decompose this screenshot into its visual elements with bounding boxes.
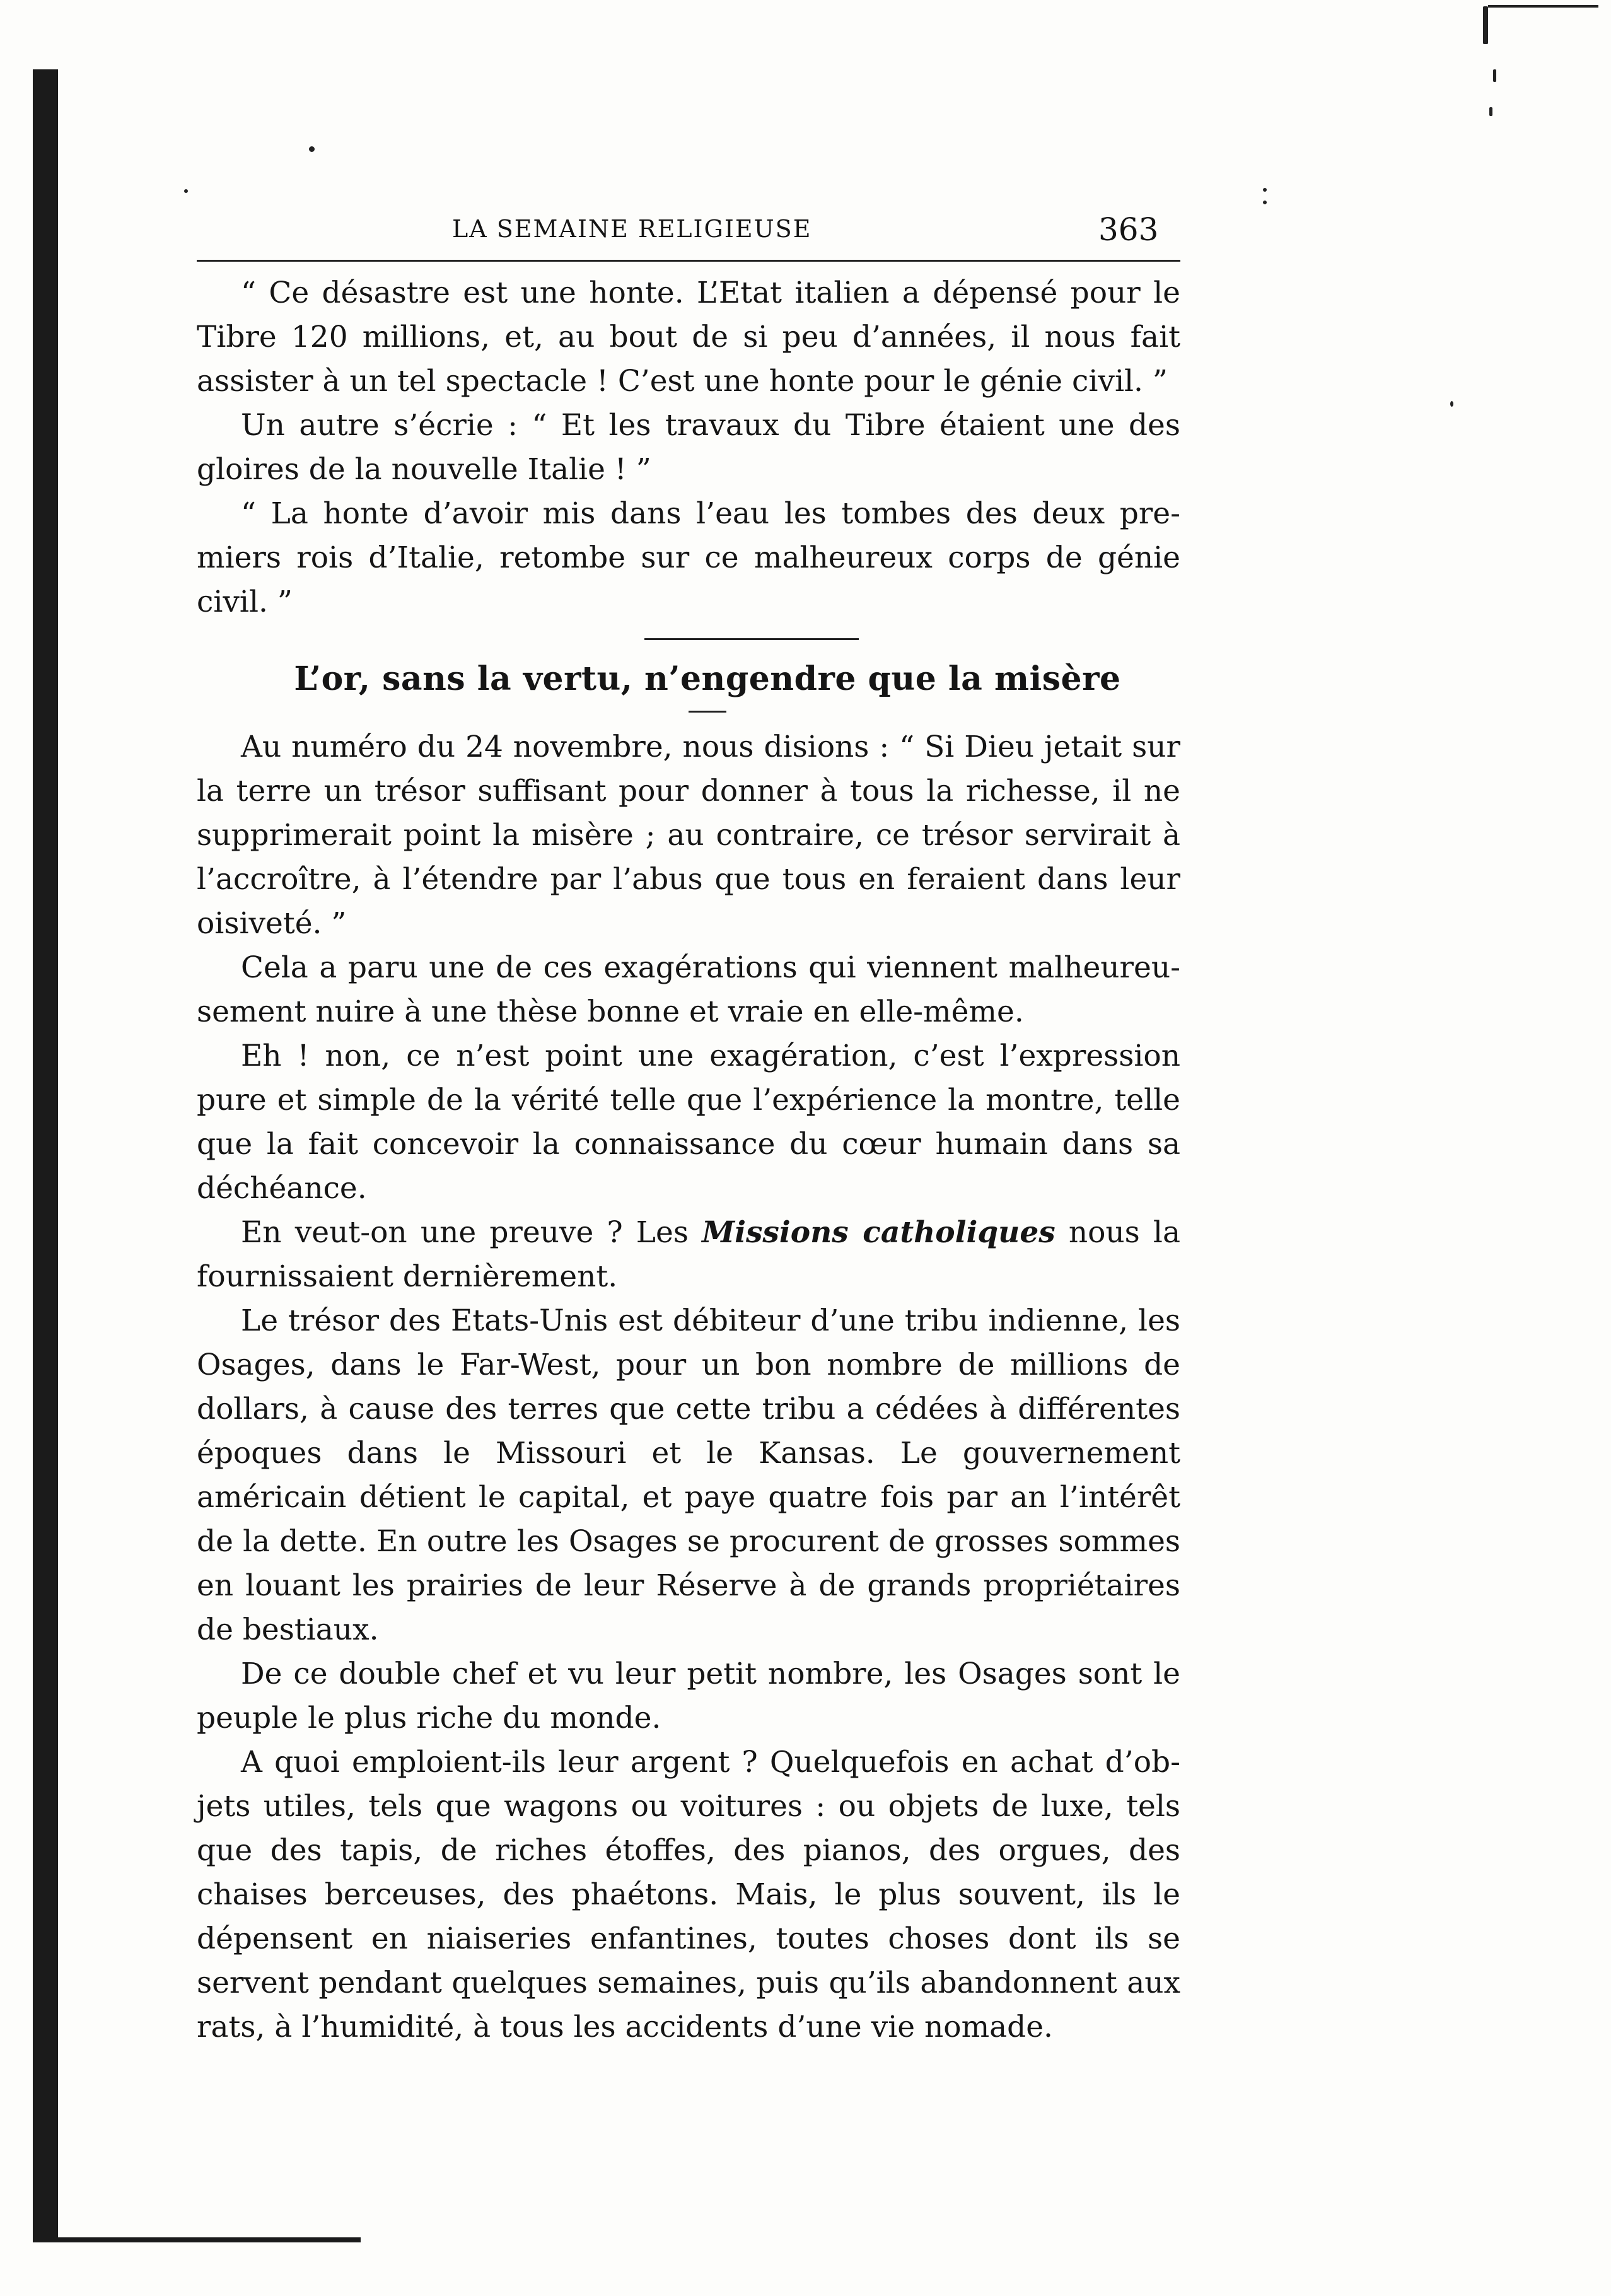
title-underline (689, 711, 726, 713)
page (197, 0, 1180, 2296)
body-text (197, 271, 1180, 2049)
paragraph: “ Ce désastre est une honte. L’Etat italien a dépensé pour le Tibre 120 millions, et, au bout de si peu d’années, il nous fait assister à un tel spectacle ! C’est une honte pour le génie civil. ” (197, 276, 1180, 399)
paragraph (197, 1211, 1180, 1299)
scan-speck (1263, 201, 1267, 204)
paragraph-text: En veut-on une preuve ? Les (241, 1215, 702, 1250)
section-title: L’or, sans la vertu, n’engendre que la misère (294, 660, 1121, 698)
paragraph: “ La honte d’avoir mis dans l’eau les tombes des deux premiers rois d’Italie, retombe sur ce malheureux corps de génie civil. ” (197, 496, 1180, 619)
paragraph-text: nous la fournissaient dernièrement. (197, 1215, 1180, 1294)
running-title: LA SEMAINE RELIGIEUSE (452, 215, 812, 243)
paragraph: Cela a paru une de ces exagérations qui viennent malheureusement nuire à une thèse bonne et vraie en elle-même. (197, 950, 1180, 1029)
paragraph: Au numéro du 24 novembre, nous disions : “ Si Dieu jetait sur la terre un trésor suffisant pour donner à tous la richesse, il ne supprimerait point la misère ; au contraire, ce trésor servirait à l’accroître, à l’étendre par l’abus que tous en feraient dans leur oisiveté. ” (197, 730, 1180, 941)
header-rule (197, 260, 1180, 262)
paragraph: Un autre s’écrie : “ Et les travaux du Tibre étaient une des gloires de la nouvelle Italie ! ” (197, 408, 1180, 487)
scan-speck (184, 189, 188, 193)
scan-corner-mark (1488, 0, 1611, 11)
scan-speck (1263, 188, 1267, 192)
paragraph: Le trésor des Etats-Unis est débiteur d’une tribu indienne, les Osages, dans le Far-West, pour un bon nombre de millions de dollars, à cause des terres que cette tribu a cédées à différentes époques dans le Missouri et le Kansas. Le gouvernement américain détient le capital, et paye quatre fois par an l’intérêt de la dette. En outre les Osages se procurent de grosses sommes en louant les prairies de leur Réserve à de grands propriétaires de bestiaux. (197, 1303, 1180, 1647)
publication-title: Missions catholiques (702, 1215, 1056, 1250)
paragraph: Eh ! non, ce n’est point une exagération, c’est l’expression pure et simple de la vérité telle que l’expérience la montre, telle que la fait concevoir la connaissance du cœur humain dans sa déchéance. (197, 1039, 1180, 1206)
page-number: 363 (1098, 211, 1159, 248)
scan-binding-shadow (33, 69, 58, 2239)
section-divider (644, 638, 859, 640)
running-head (197, 211, 1180, 249)
scan-speck (1483, 6, 1488, 44)
scan-speck (1493, 69, 1496, 82)
paragraph: De ce double chef et vu leur petit nombre, les Osages sont le peuple le plus riche du monde. (197, 1657, 1180, 1735)
scan-speck (1450, 401, 1453, 407)
paragraph: A quoi emploient-ils leur argent ? Quelquefois en achat d’objets utiles, tels que wagons ou voitures : ou objets de luxe, tels que des tapis, de riches étoffes, des pianos, des orgues, des chaises berceuses, des phaétons. Mais, le plus souvent, ils le dépensent en niaiseries enfantines, toutes choses dont ils se servent pendant quelques semaines, puis qu’ils abandonnent aux rats, à l’humidité, à tous les accidents d’une vie nomade. (197, 1745, 1180, 2044)
scan-speck (1489, 107, 1492, 116)
